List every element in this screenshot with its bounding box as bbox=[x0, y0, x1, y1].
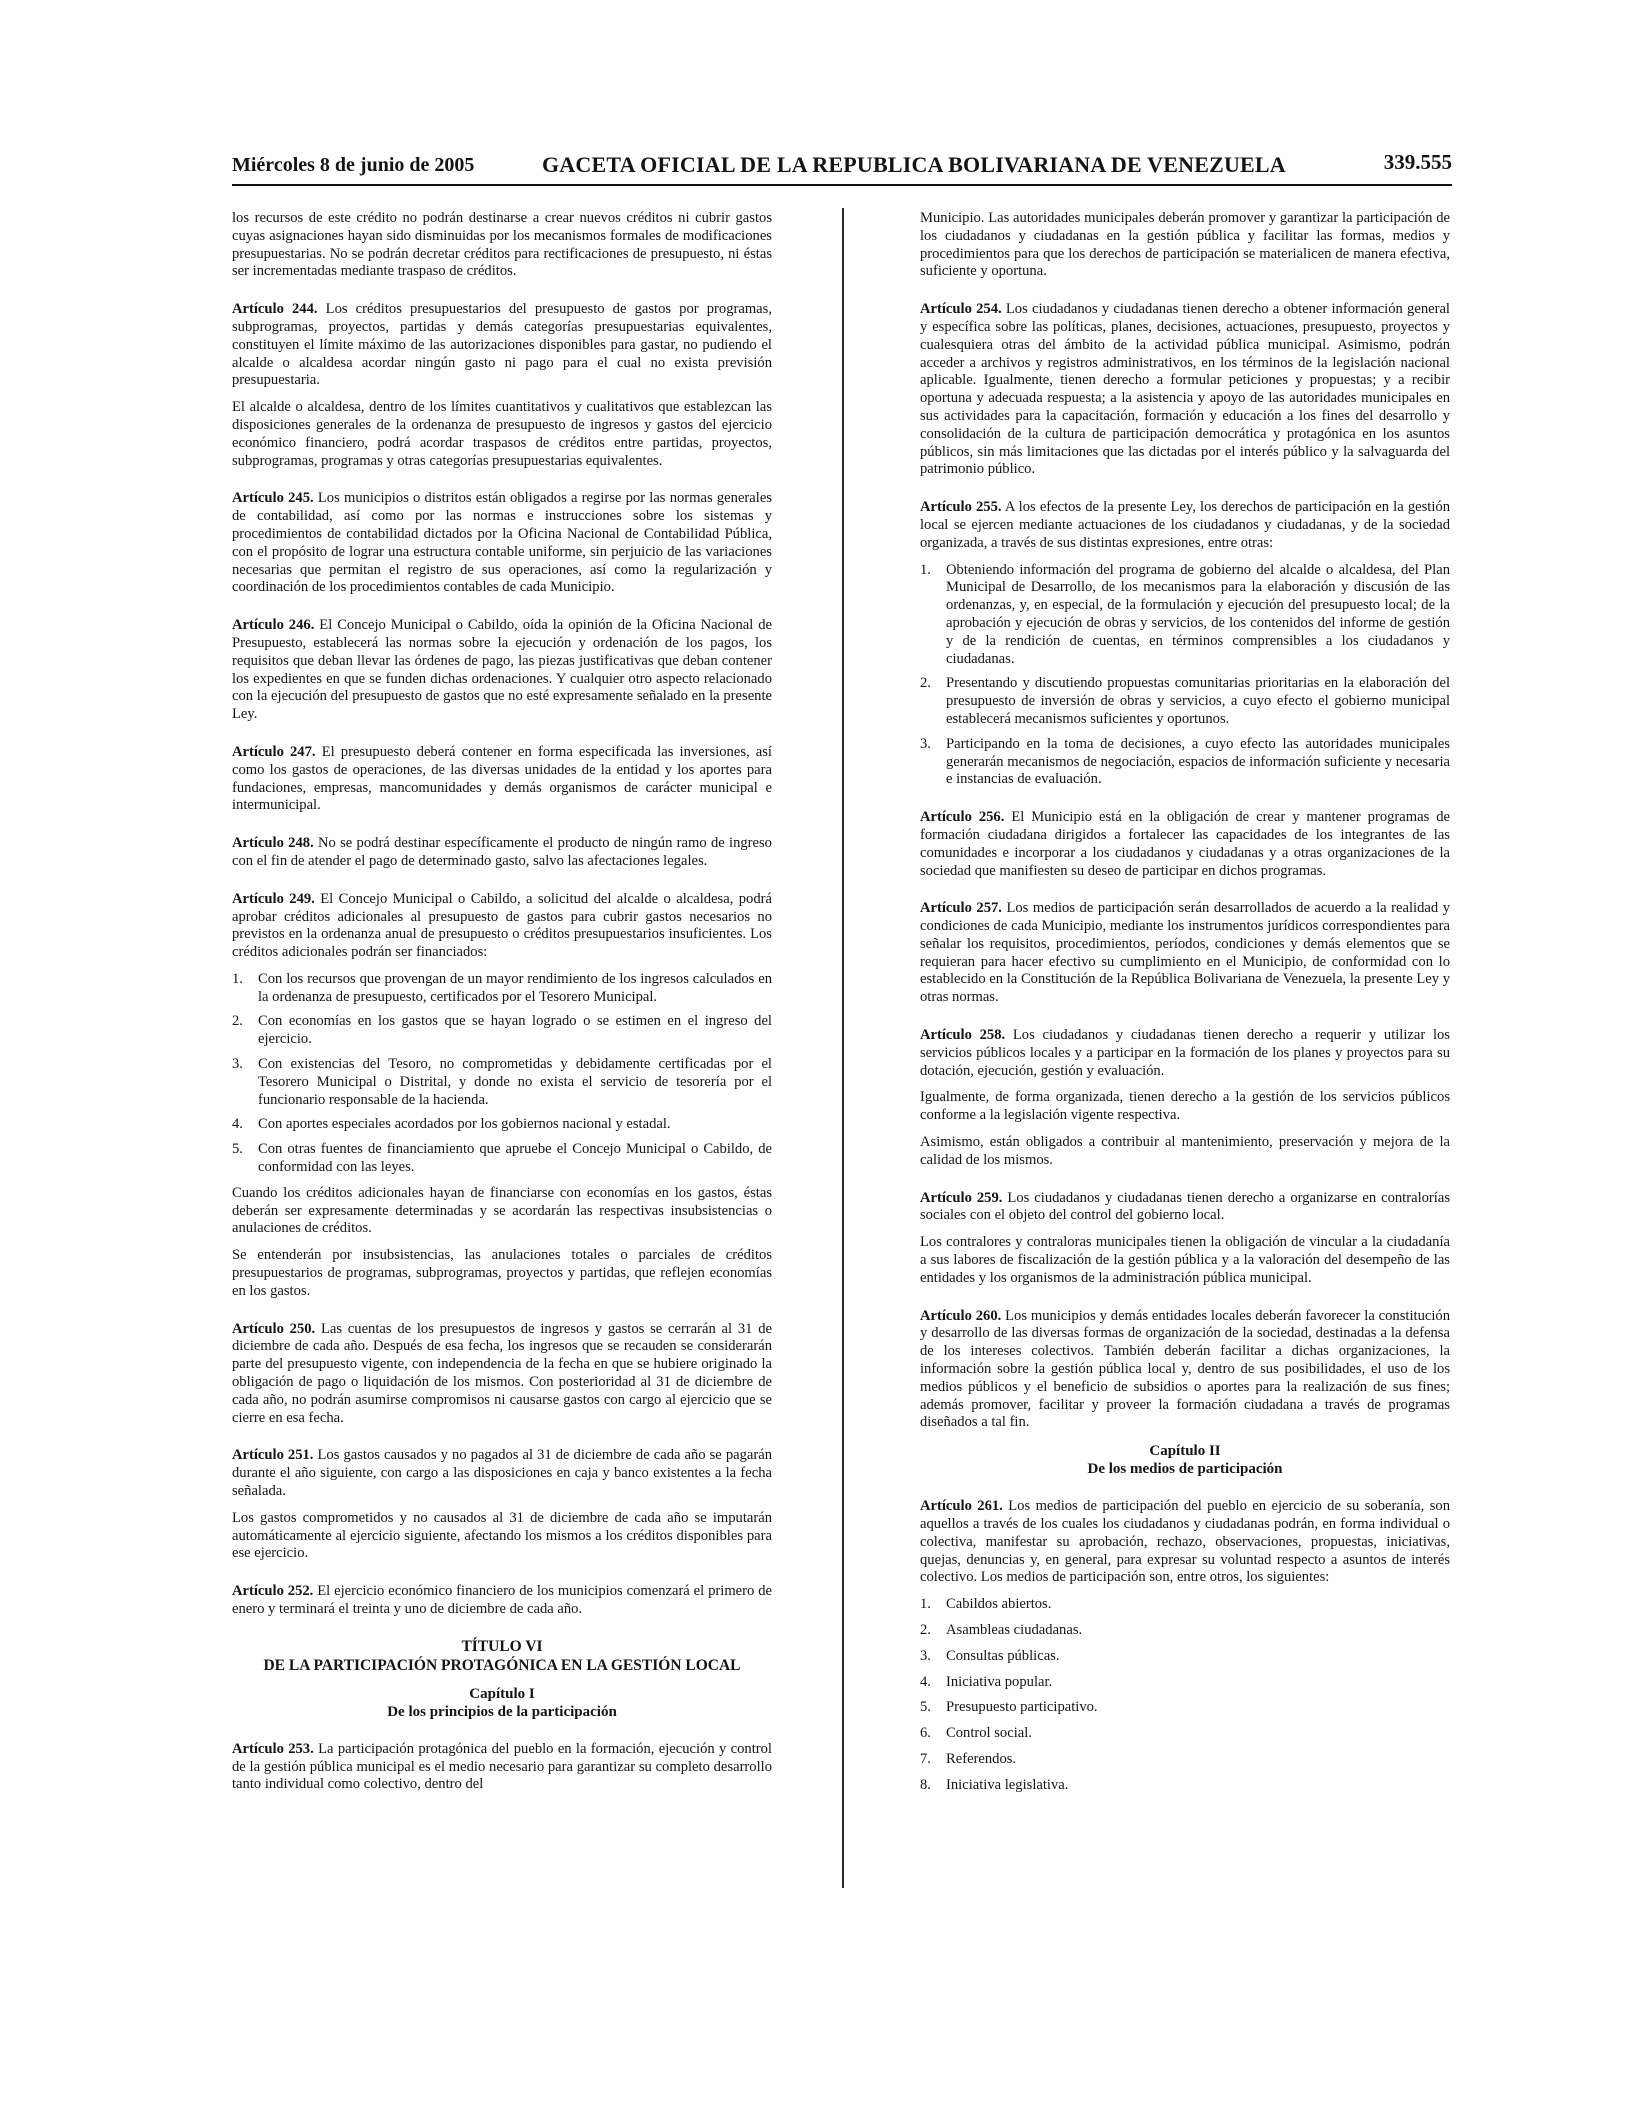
article-246 bbox=[232, 617, 772, 724]
page-header bbox=[232, 150, 1452, 186]
left-column bbox=[232, 210, 772, 1803]
article-253 bbox=[232, 1741, 772, 1794]
article-text: El Concejo Municipal o Cabildo, a solicitud del alcalde o alcaldesa, podrá aprobar créditos adicionales al presupuesto de gastos para cubrir gastos necesarios no previstos en la ordenanza anual de presupuesto o créditos presupuestarios insuficientes. Los créditos adicionales podrán ser financiados: bbox=[232, 890, 772, 961]
header-date: Miércoles 8 de junio de 2005 bbox=[232, 154, 475, 176]
article-text: El Concejo Municipal o Cabildo, oída la opinión de la Oficina Nacional de Presupuesto, establecerá las normas sobre la ejecución y ordenación de los pagos, los requisitos que deban llevar las órdenes de pago, las piezas justificativas que deban contener los expedientes en que se funden dichas ordenaciones. Y cualquier otro aspecto relacionado con la ejecución del presupuesto de gastos que no esté expresamente señalado en la presente Ley. bbox=[232, 617, 772, 723]
article-heading: Artículo 245. bbox=[232, 490, 314, 507]
article-245 bbox=[232, 490, 772, 597]
article-heading: Artículo 244. bbox=[232, 301, 318, 318]
article-text: Los municipios y demás entidades locales deberán favorecer la constitución y desarrollo de las diversas formas de organización de la sociedad, destinadas a la defensa de los intereses colectivos. También deberán facilitar a dichas organizaciones, la información sobre la gestión pública local y, dentro de sus posibilidades, el uso de los medios públicos y el beneficio de subsidios o aportes para la realización de sus fines; además promover, facilitar y proveer la formación ciudadana a través de programas diseñados a tal fin. bbox=[920, 1307, 1450, 1431]
article-heading: Artículo 247. bbox=[232, 743, 316, 760]
paragraph: Los contralores y contraloras municipales tienen la obligación de vincular a la ciudadanía a sus labores de fiscalización de la gestión pública y a la valoración del desempeño de las entidades y los organismos de la administración pública municipal. bbox=[920, 1234, 1450, 1286]
list-item: 5. Presupuesto participativo. bbox=[920, 1699, 1098, 1716]
article-261 bbox=[920, 1498, 1450, 1587]
article-258 bbox=[920, 1027, 1450, 1080]
article-text: Los medios de participación del pueblo en ejercicio de su soberanía, son aquellos a través de los cuales los ciudadanos y ciudadanas podrán, en forma individual o colectiva, manifestar su aprobación, rechazo, observaciones, propuestas, iniciativas, quejas, denuncias y, en general, para expresar su voluntad respecto a asuntos de interés colectivo. Los medios de participación son, entre otros, los siguientes: bbox=[920, 1498, 1450, 1586]
article-heading: Artículo 257. bbox=[920, 900, 1002, 917]
article-text: Los ciudadanos y ciudadanas tienen derecho a requerir y utilizar los servicios públicos locales y a participar en la formación de los planes y proyectos para su dotación, ejecución, gestión y evaluación. bbox=[920, 1027, 1450, 1079]
paragraph: Asimismo, están obligados a contribuir al mantenimiento, preservación y mejora de la calidad de los mismos. bbox=[920, 1134, 1450, 1168]
article-260 bbox=[920, 1308, 1450, 1433]
article-heading: Artículo 249. bbox=[232, 890, 315, 907]
list-item: 1. Cabildos abiertos. bbox=[920, 1596, 1052, 1613]
article-text: La participación protagónica del pueblo en la formación, ejecución y control de la gestión pública municipal es el medio necesario para garantizar su completo desarrollo tanto individual como colectivo, dentro del bbox=[232, 1740, 772, 1793]
article-251 bbox=[232, 1447, 772, 1500]
paragraph: Se entenderán por insubsistencias, las anulaciones totales o parciales de créditos presupuestarios de programas, subprogramas, proyectos y partidas, que reflejen economías en los gastos. bbox=[232, 1247, 772, 1299]
paragraph: Igualmente, de forma organizada, tienen derecho a la gestión de los servicios públicos conforme a la legislación vigente respectiva. bbox=[920, 1089, 1450, 1124]
chapter-name: De los medios de participación bbox=[1087, 1461, 1283, 1478]
list-item: 4. Con aportes especiales acordados por los gobiernos nacional y estadal. bbox=[232, 1116, 671, 1133]
chapter-name: De los principios de la participación bbox=[387, 1703, 617, 1720]
article-256 bbox=[920, 809, 1450, 880]
list-item: 3. Con existencias del Tesoro, no comprometidas y debidamente certificadas por el Tesorero Municipal o Distrital, y donde no exista el servicio de tesorería por el funcionario responsable de la hacienda. bbox=[232, 1056, 772, 1108]
article-heading: Artículo 259. bbox=[920, 1189, 1003, 1206]
article-248 bbox=[232, 835, 772, 871]
article-text: Los municipios o distritos están obligados a regirse por las normas generales de contabilidad, así como por las normas e instrucciones sobre los sistemas y procedimientos de contabilidad dictados por la Oficina Nacional de Contabilidad Pública, con el propósito de lograr una estructura contable uniforme, sin perjuicio de las variaciones necesarias que permitan el registro de sus operaciones, así como la regularización y coordinación de los procedimientos contables de cada Municipio. bbox=[232, 490, 772, 596]
list-item: 1. Con los recursos que provengan de un mayor rendimiento de los ingresos calculados en la ordenanza de presupuesto, certificados por el Tesorero Municipal. bbox=[232, 970, 772, 1005]
article-heading: Artículo 246. bbox=[232, 617, 315, 634]
article-text: No se podrá destinar específicamente el producto de ningún ramo de ingreso con el fin de atender el pago de determinado gasto, salvo las afectaciones legales. bbox=[232, 835, 772, 869]
article-254 bbox=[920, 301, 1450, 479]
page-number: 339.555 bbox=[1383, 150, 1452, 174]
article-text: Los medios de participación serán desarrollados de acuerdo a la realidad y condiciones de cada Municipio, mediante los instrumentos jurídicos correspondientes para señalar los requisitos, procedimientos, períodos, condiciones y demás elementos que se requieran para hacer efectivo su cumplimiento en el Municipio, de conformidad con lo establecido en la Constitución de la República Bolivariana de Venezuela, la presente Ley y otras normas. bbox=[920, 900, 1450, 1006]
financing-list bbox=[232, 971, 772, 1177]
article-text: Los créditos presupuestarios del presupuesto de gastos por programas, subprogramas, proyectos, partidas y demás categorías presupuestarias equivalentes, constituyen el límite máximo de las autorizaciones disponibles para gastar, no pudiendo el alcalde o alcaldesa acordar ningún gasto ni pago para el cual no exista previsión presupuestaria. bbox=[232, 301, 772, 389]
article-259 bbox=[920, 1190, 1450, 1226]
participation-means-list bbox=[920, 1596, 1450, 1794]
list-item: 5. Con otras fuentes de financiamiento que apruebe el Concejo Municipal o Cabildo, de conformidad con las leyes. bbox=[232, 1141, 772, 1176]
chapter-heading bbox=[920, 1442, 1450, 1478]
article-text: El ejercicio económico financiero de los municipios comenzará el primero de enero y terminará el treinta y uno de diciembre de cada año. bbox=[232, 1583, 772, 1617]
article-255 bbox=[920, 499, 1450, 552]
paragraph: los recursos de este crédito no podrán destinarse a crear nuevos créditos ni cubrir gastos cuyas asignaciones hayan sido disminuidas por los mecanismos formales de modificaciones presupuestarias. No se podrán decretar créditos para rectificaciones de presupuesto, ni éstas ser incrementadas mediante traspaso de créditos. bbox=[232, 210, 772, 280]
participation-rights-list bbox=[920, 562, 1450, 790]
list-item: 1. Obteniendo información del programa de gobierno del alcalde o alcaldesa, del Plan Municipal de Desarrollo, de los mecanismos para la elaboración y discusión de las ordenanzas, y, en especial, de la formulación y ejecución del presupuesto local; de la aprobación y ejecución de obras y servicios, de los contenidos del informe de gestión y de la rendición de cuentas, en términos comprensibles a los ciudadanos y ciudadanas. bbox=[920, 561, 1450, 667]
paragraph: El alcalde o alcaldesa, dentro de los límites cuantitativos y cualitativos que establezcan las disposiciones generales de la ordenanza de presupuesto de ingresos y gastos del ejercicio económico financiero, podrá acordar traspasos de créditos entre partidas, proyectos, subprogramas, programas y otras categorías presupuestarias equivalentes. bbox=[232, 399, 772, 469]
article-249 bbox=[232, 891, 772, 962]
list-item: 2. Presentando y discutiendo propuestas comunitarias prioritarias en la elaboración del presupuesto de inversión de obras y servicios, a cuyo efecto el gobierno municipal establecerá mecanismos suficientes y oportunos. bbox=[920, 675, 1450, 727]
paragraph: Los gastos comprometidos y no causados al 31 de diciembre de cada año se imputarán automáticamente al ejercicio siguiente, afectando los mismos a los créditos disponibles para ese ejercicio. bbox=[232, 1509, 772, 1562]
article-250 bbox=[232, 1321, 772, 1428]
chapter-heading bbox=[232, 1685, 772, 1721]
list-item: 4. Iniciativa popular. bbox=[920, 1673, 1053, 1690]
chapter-number: Capítulo I bbox=[469, 1685, 535, 1702]
paragraph: Cuando los créditos adicionales hayan de financiarse con economías en los gastos, éstas deberán ser expresamente determinadas y se acordarán las respectivas insubsistencias o anulaciones de créditos. bbox=[232, 1184, 772, 1237]
list-item: 3. Participando en la toma de decisiones, a cuyo efecto las autoridades municipales generarán mecanismos de negociación, espacios de información suficiente y necesaria e instancias de evaluación. bbox=[920, 735, 1450, 788]
article-heading: Artículo 250. bbox=[232, 1320, 316, 1337]
article-heading: Artículo 252. bbox=[232, 1583, 314, 1600]
column-divider bbox=[842, 208, 844, 1888]
article-text: El presupuesto deberá contener en forma especificada las inversiones, así como los gastos de operaciones, de las diversas unidades de la entidad y los aportes para fundaciones, empresas, mancomunidades y demás organismos de carácter municipal e intermunicipal. bbox=[232, 743, 772, 814]
article-text: A los efectos de la presente Ley, los derechos de participación en la gestión local se ejercen mediante actuaciones de los ciudadanos y ciudadanas, y de la sociedad organizada, a través de sus distintas expresiones, entre otras: bbox=[920, 499, 1450, 551]
list-item: 2. Con economías en los gastos que se hayan logrado o se estimen en el ingreso del ejercicio. bbox=[232, 1013, 772, 1048]
article-252 bbox=[232, 1583, 772, 1619]
article-heading: Artículo 254. bbox=[920, 301, 1002, 318]
right-column bbox=[920, 210, 1450, 1803]
article-heading: Artículo 258. bbox=[920, 1027, 1006, 1044]
title-heading bbox=[232, 1637, 772, 1675]
list-item: 7. Referendos. bbox=[920, 1750, 1017, 1767]
article-text: Las cuentas de los presupuestos de ingresos y gastos se cerrarán al 31 de diciembre de cada año. Después de esa fecha, los ingresos que se recauden se considerarán parte del presupuesto vigente, con independencia de la fecha en que se hubiere originado la obligación de pago o liquidación de los mismos. Con posterioridad al 31 de diciembre de cada año, no podrán asumirse compromisos ni causarse gastos con cargo al ejercicio que se cierre en esa fecha. bbox=[232, 1320, 772, 1426]
article-heading: Artículo 255. bbox=[920, 499, 1002, 516]
article-text: El Municipio está en la obligación de crear y mantener programas de formación ciudadana dirigidos a fortalecer las capacidades de los integrantes de las comunidades e incorporar a los ciudadanos y ciudadanas y a otras organizaciones de la sociedad que manifiesten su deseo de participar en dichos programas. bbox=[920, 809, 1450, 879]
list-item: 3. Consultas públicas. bbox=[920, 1647, 1060, 1664]
article-257 bbox=[920, 900, 1450, 1007]
article-247 bbox=[232, 744, 772, 815]
title-name: DE LA PARTICIPACIÓN PROTAGÓNICA EN LA GESTIÓN LOCAL bbox=[263, 1656, 741, 1674]
article-heading: Artículo 248. bbox=[232, 835, 314, 852]
list-item: 6. Control social. bbox=[920, 1725, 1032, 1742]
article-heading: Artículo 256. bbox=[920, 809, 1005, 826]
gazette-title: GACETA OFICIAL DE LA REPUBLICA BOLIVARIANA DE VENEZUELA bbox=[542, 152, 1286, 177]
article-heading: Artículo 261. bbox=[920, 1498, 1003, 1515]
article-244 bbox=[232, 301, 772, 390]
list-item: 2. Asambleas ciudadanas. bbox=[920, 1622, 1083, 1638]
paragraph: Municipio. Las autoridades municipales deberán promover y garantizar la participación de los ciudadanos y ciudadanas en la gestión pública y facilitar las formas, medios y procedimientos para que los derechos de participación se materialicen de manera efectiva, suficiente y oportuna. bbox=[920, 210, 1450, 280]
chapter-number: Capítulo II bbox=[1149, 1443, 1221, 1460]
article-heading: Artículo 251. bbox=[232, 1447, 314, 1464]
article-heading: Artículo 253. bbox=[232, 1740, 314, 1757]
article-text: Los gastos causados y no pagados al 31 de diciembre de cada año se pagarán durante el año siguiente, con cargo a las disposiciones en caja y banco existentes a la fecha señalada. bbox=[232, 1447, 772, 1500]
article-text: Los ciudadanos y ciudadanas tienen derecho a obtener información general y específica sobre las políticas, planes, decisiones, actuaciones, presupuesto, proyectos y cualesquiera otras del ámbito de la actividad pública municipal. Asimismo, podrán acceder a archivos y registros administrativos, en los términos de la legislación nacional aplicable. Igualmente, tienen derecho a formular peticiones y propuestas; y a recibir oportuna y adecuada respuesta; a la asistencia y apoyo de las autoridades municipales en sus actividades para la capacitación, formación y educación a los fines del desarrollo y consolidación de la cultura de participación democrática y protagónica en los asuntos públicos, sin más limitaciones que las dictadas por el interés público y la salvaguarda del patrimonio público. bbox=[920, 301, 1450, 478]
article-heading: Artículo 260. bbox=[920, 1307, 1002, 1324]
title-number: TÍTULO VI bbox=[461, 1637, 543, 1655]
article-text: Los ciudadanos y ciudadanas tienen derecho a organizarse en contralorías sociales con el objeto del control del gobierno local. bbox=[920, 1189, 1450, 1224]
list-item: 8. Iniciativa legislativa. bbox=[920, 1776, 1069, 1793]
